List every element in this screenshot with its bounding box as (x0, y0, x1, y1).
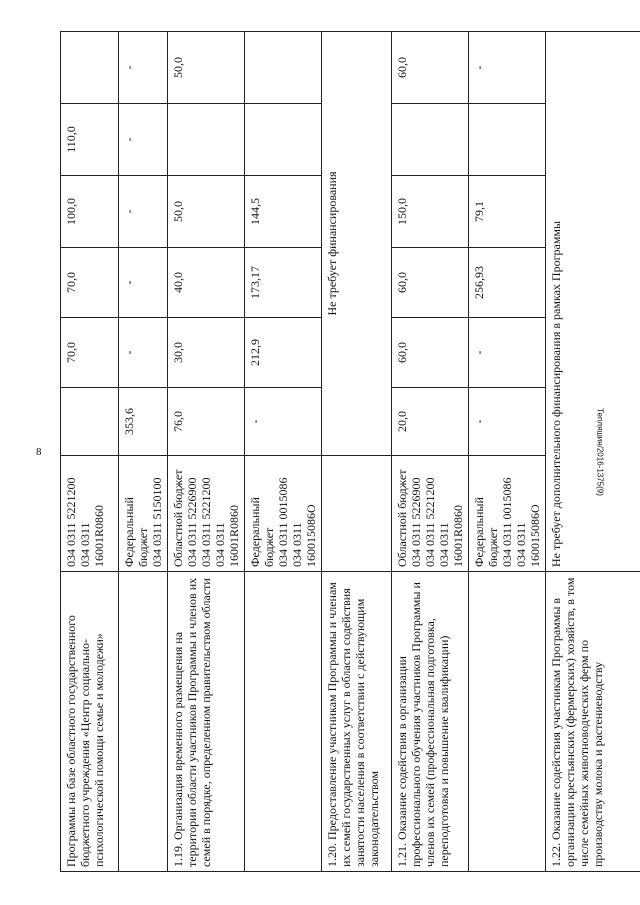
measure-cell: 1.21. Оказание содействия в организации профессионального обучения участников Программы и членов их семей (профессиональная подготовка, переподготовка и повышение квалификации) (392, 572, 469, 872)
value-cell: 100,0 (61, 176, 119, 248)
value-cell: 50,0 (168, 176, 245, 248)
value-cell: - (469, 318, 546, 388)
value-cell (392, 104, 469, 176)
measure-cell (119, 572, 168, 872)
value-cell: 20,0 (392, 388, 469, 456)
value-cell: 110,0 (61, 104, 119, 176)
value-cell: 70,0 (61, 318, 119, 388)
value-cell: 30,0 (168, 318, 245, 388)
value-cell (245, 32, 322, 104)
source-cell: Областной бюджет 034 0311 5226900 034 0311 5221200 034 0311 16001R0860 (168, 456, 245, 572)
value-cell: 150,0 (392, 176, 469, 248)
measure-cell: 1.20. Предоставление участникам Программы и членам их семей государственных услуг в области содействия занятости населения в соответствии с действующим законодательством (322, 572, 392, 872)
value-cell: - (469, 32, 546, 104)
value-cell: - (119, 318, 168, 388)
table-row (245, 32, 322, 872)
value-cell: - (469, 388, 546, 456)
table-row (469, 32, 546, 872)
note-cell: Не требует финансирования (322, 32, 392, 456)
value-cell: - (119, 32, 168, 104)
value-cell: 60,0 (392, 32, 469, 104)
table-row (546, 32, 640, 872)
stamp-text: Тепляшин/2016-1375(9) (595, 408, 605, 496)
value-cell: - (119, 248, 168, 318)
measure-cell: 1.19. Организация временного размещения на территории области участников Программы и членов их семей в порядке, определенном правительством области (168, 572, 245, 872)
value-cell: 60,0 (392, 248, 469, 318)
program-table (60, 31, 640, 872)
table-row (61, 32, 119, 872)
measure-cell (469, 572, 546, 872)
table-row (119, 32, 168, 872)
value-cell: 256,93 (469, 248, 546, 318)
value-cell (61, 388, 119, 456)
value-cell (469, 104, 546, 176)
measure-cell (245, 572, 322, 872)
measure-cell: Программы на базе областного государственного бюджетного учреждения «Центр социально-психологической помощи семье и молодежи» (61, 572, 119, 872)
value-cell: 144,5 (245, 176, 322, 248)
value-cell: 173,17 (245, 248, 322, 318)
table-row (392, 32, 469, 872)
note-cell: Не требует дополнительного финансирования в рамках Программы (546, 32, 640, 572)
value-cell: 353,6 (119, 388, 168, 456)
source-cell: 034 0311 5221200 034 0311 16001R0860 (61, 456, 119, 572)
value-cell (168, 104, 245, 176)
source-cell: Федеральный бюджет 034 0311 0015086 034 0311 160015086О (245, 456, 322, 572)
source-cell: Федеральный бюджет 034 0311 0015086 034 0311 160015086О (469, 456, 546, 572)
measure-cell: 1.22. Оказание содействия участникам Программы в организации крестьянских (фермерских) хозяйств, в том числе семейных животноводческих ферм по производству молока и растениеводству (546, 572, 640, 872)
table-row (168, 32, 245, 872)
source-cell (322, 456, 392, 572)
value-cell: 60,0 (392, 318, 469, 388)
value-cell (61, 32, 119, 104)
value-cell: - (119, 176, 168, 248)
value-cell: 212,9 (245, 318, 322, 388)
source-cell: Федеральный бюджет 034 0311 5150100 (119, 456, 168, 572)
value-cell: - (245, 388, 322, 456)
value-cell: 70,0 (61, 248, 119, 318)
value-cell (245, 104, 322, 176)
value-cell: 76,0 (168, 388, 245, 456)
value-cell: 40,0 (168, 248, 245, 318)
value-cell: 79,1 (469, 176, 546, 248)
value-cell: - (119, 104, 168, 176)
source-cell: Областной бюджет 034 0311 5226900 034 0311 5221200 034 0311 16001R0860 (392, 456, 469, 572)
page-number: 8 (36, 446, 42, 458)
value-cell: 50,0 (168, 32, 245, 104)
table-row (322, 32, 392, 872)
